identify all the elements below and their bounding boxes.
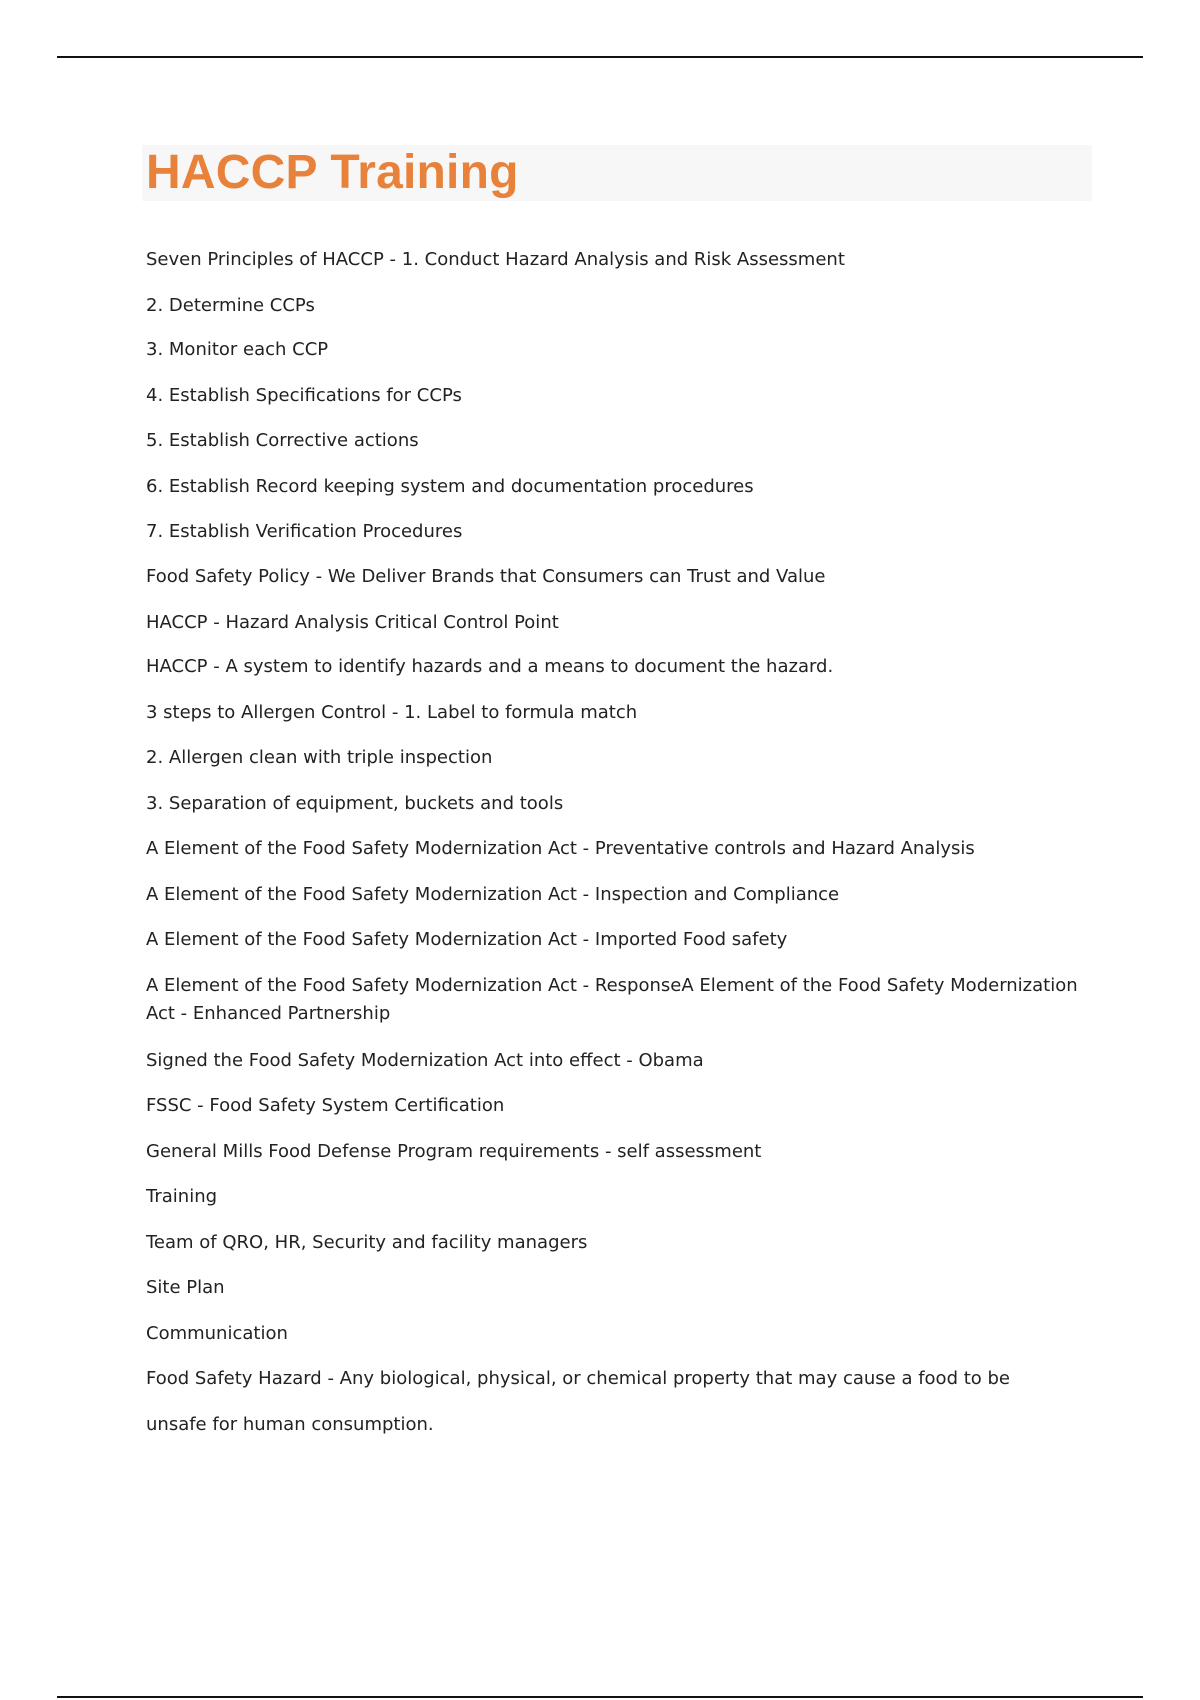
page-title: HACCP Training: [146, 146, 519, 199]
text-line: A Element of the Food Safety Modernization Act - Preventative controls and Hazard Analysis: [146, 838, 975, 859]
text-line: 4. Establish Specifications for CCPs: [146, 385, 462, 406]
content-body: [146, 0, 1096, 1700]
text-line: 5. Establish Corrective actions: [146, 430, 419, 451]
text-line: Seven Principles of HACCP - 1. Conduct Hazard Analysis and Risk Assessment: [146, 249, 845, 270]
text-line: General Mills Food Defense Program requirements - self assessment: [146, 1141, 762, 1162]
text-line: 3 steps to Allergen Control - 1. Label to formula match: [146, 702, 638, 723]
text-line: FSSC - Food Safety System Certification: [146, 1095, 505, 1116]
text-line: 2. Determine CCPs: [146, 295, 315, 316]
text-line: A Element of the Food Safety Modernization Act - Inspection and Compliance: [146, 884, 840, 905]
text-line: Food Safety Policy - We Deliver Brands that Consumers can Trust and Value: [146, 566, 826, 587]
text-line: HACCP - Hazard Analysis Critical Control Point: [146, 612, 559, 633]
bottom-divider: [57, 1696, 1143, 1698]
text-line: 7. Establish Verification Procedures: [146, 521, 463, 542]
text-line: Communication: [146, 1323, 288, 1344]
text-line: A Element of the Food Safety Modernization Act - ResponseA Element of the Food Safety Modernization Act - Enhanced Partnership: [146, 975, 1078, 1024]
text-line: Site Plan: [146, 1277, 225, 1298]
text-line: Food Safety Hazard - Any biological, physical, or chemical property that may cause a food to be: [146, 1368, 1011, 1389]
text-line: A Element of the Food Safety Modernization Act - Imported Food safety: [146, 929, 788, 950]
text-line: Training: [146, 1186, 218, 1207]
text-line: unsafe for human consumption.: [146, 1414, 434, 1435]
text-line: HACCP - A system to identify hazards and a means to document the hazard.: [146, 656, 834, 677]
text-line: 3. Separation of equipment, buckets and tools: [146, 793, 564, 814]
text-line: Team of QRO, HR, Security and facility managers: [146, 1232, 588, 1253]
text-line: Signed the Food Safety Modernization Act into effect - Obama: [146, 1050, 704, 1071]
text-line: 6. Establish Record keeping system and documentation procedures: [146, 476, 754, 497]
text-line: 2. Allergen clean with triple inspection: [146, 747, 493, 768]
text-line: 3. Monitor each CCP: [146, 339, 329, 360]
